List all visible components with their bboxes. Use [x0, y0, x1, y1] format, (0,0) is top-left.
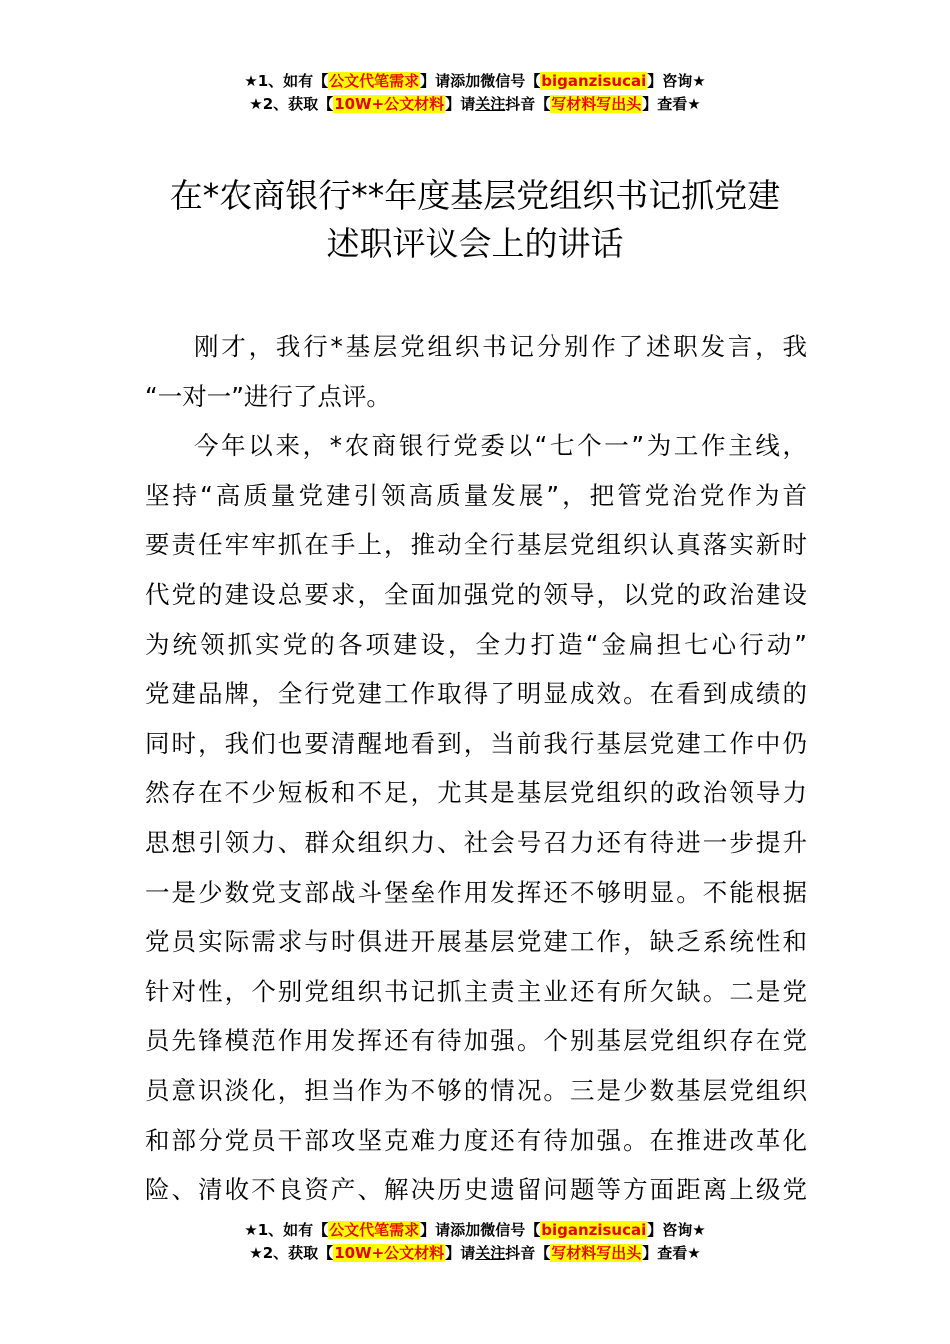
banner-text: 】查看★: [642, 95, 701, 113]
banner-text: 关注: [475, 1244, 506, 1262]
banner-text: ★2、获取【: [249, 1244, 334, 1262]
banner-text: 】请添: [420, 1221, 466, 1239]
banner-text: 】请添: [420, 72, 466, 90]
banner-text: ★1、如有【: [244, 1221, 329, 1239]
body-line: 坚持“高质量党建引领高质量发展”，把管党治党作为首: [145, 480, 807, 510]
body-line: “一对一”进行了点评。: [145, 381, 391, 411]
banner-line-1: [0, 70, 950, 93]
banner-line-2: [0, 1242, 950, 1265]
banner-highlight: 公文代笔需求: [329, 72, 420, 90]
banner-text: 微信号【: [480, 72, 541, 90]
body-line: 要责任牢牢抓在手上，推动全行基层党组织认真落实新时: [145, 530, 807, 560]
banner-highlight: biganzisucai: [541, 1221, 647, 1239]
body-line: 同时，我们也要清醒地看到，当前我行基层党建工作中仍: [145, 728, 807, 758]
body-line: 针对性，个别党组织书记抓主责主业还有所欠缺。二是党: [145, 976, 807, 1006]
banner-text: 加: [465, 72, 481, 90]
banner-highlight: 公文代笔需求: [329, 1221, 420, 1239]
banner-text: 抖音【: [505, 1244, 551, 1262]
banner-line-2: [0, 93, 950, 116]
title-line: 述职评议会上的讲话: [326, 224, 624, 263]
page-title: [100, 172, 850, 268]
body-line: 险、清收不良资产、解决历史遗留问题等方面距离上级党: [145, 1175, 807, 1205]
banner-highlight: 写材料写出头: [551, 95, 642, 113]
body-line: 刚才，我行*基层党组织书记分别作了述职发言，我: [194, 332, 807, 361]
banner-text: 加: [465, 1221, 481, 1239]
title-line: 在*农商银行**年度基层党组织书记抓党建: [169, 176, 781, 215]
banner-highlight: biganzisucai: [541, 72, 647, 90]
footer-banner: [0, 1219, 950, 1265]
body-line: 和部分党员干部攻坚克难力度还有待加强。在推进改革化: [145, 1125, 807, 1155]
body-line: 员先锋模范作用发挥还有待加强。个别基层党组织存在党: [145, 1026, 807, 1056]
header-banner: [0, 70, 950, 116]
banner-text: 】咨询★: [647, 1221, 706, 1239]
banner-text: ★1、如有【: [244, 72, 329, 90]
body-line: 一是少数党支部战斗堡垒作用发挥还不够明显。不能根据: [145, 877, 807, 907]
body-line: 代党的建设总要求，全面加强党的领导，以党的政治建设: [145, 579, 807, 609]
banner-text: 微信号【: [480, 1221, 541, 1239]
body-line: 党员实际需求与时俱进开展基层党建工作，缺乏系统性和: [145, 927, 807, 957]
banner-text: 】咨询★: [647, 72, 706, 90]
body-line: 党建品牌，全行党建工作取得了明显成效。在看到成绩的: [145, 679, 807, 709]
banner-text: 】请: [445, 95, 476, 113]
banner-highlight: 写材料写出头: [551, 1244, 642, 1262]
body-line: 今年以来，*农商银行党委以“七个一”为工作主线，: [194, 431, 807, 461]
banner-text: 抖音【: [505, 95, 551, 113]
body-line: 思想引领力、群众组织力、社会号召力还有待进一步提升: [145, 827, 807, 857]
banner-highlight: 10W+公文材料: [334, 1244, 445, 1262]
document-body: [145, 322, 807, 1215]
banner-text: 】请: [445, 1244, 476, 1262]
body-line: 然存在不少短板和不足，尤其是基层党组织的政治领导力: [145, 778, 807, 808]
banner-text: ★2、获取【: [249, 95, 334, 113]
banner-text: 关注: [475, 95, 506, 113]
banner-line-1: [0, 1219, 950, 1242]
banner-text: 】查看★: [642, 1244, 701, 1262]
body-line: 员意识淡化，担当作为不够的情况。三是少数基层党组织: [145, 1075, 807, 1105]
banner-highlight: 10W+公文材料: [334, 95, 445, 113]
body-line: 为统领抓实党的各项建设，全力打造“金扁担七心行动”: [145, 629, 807, 659]
